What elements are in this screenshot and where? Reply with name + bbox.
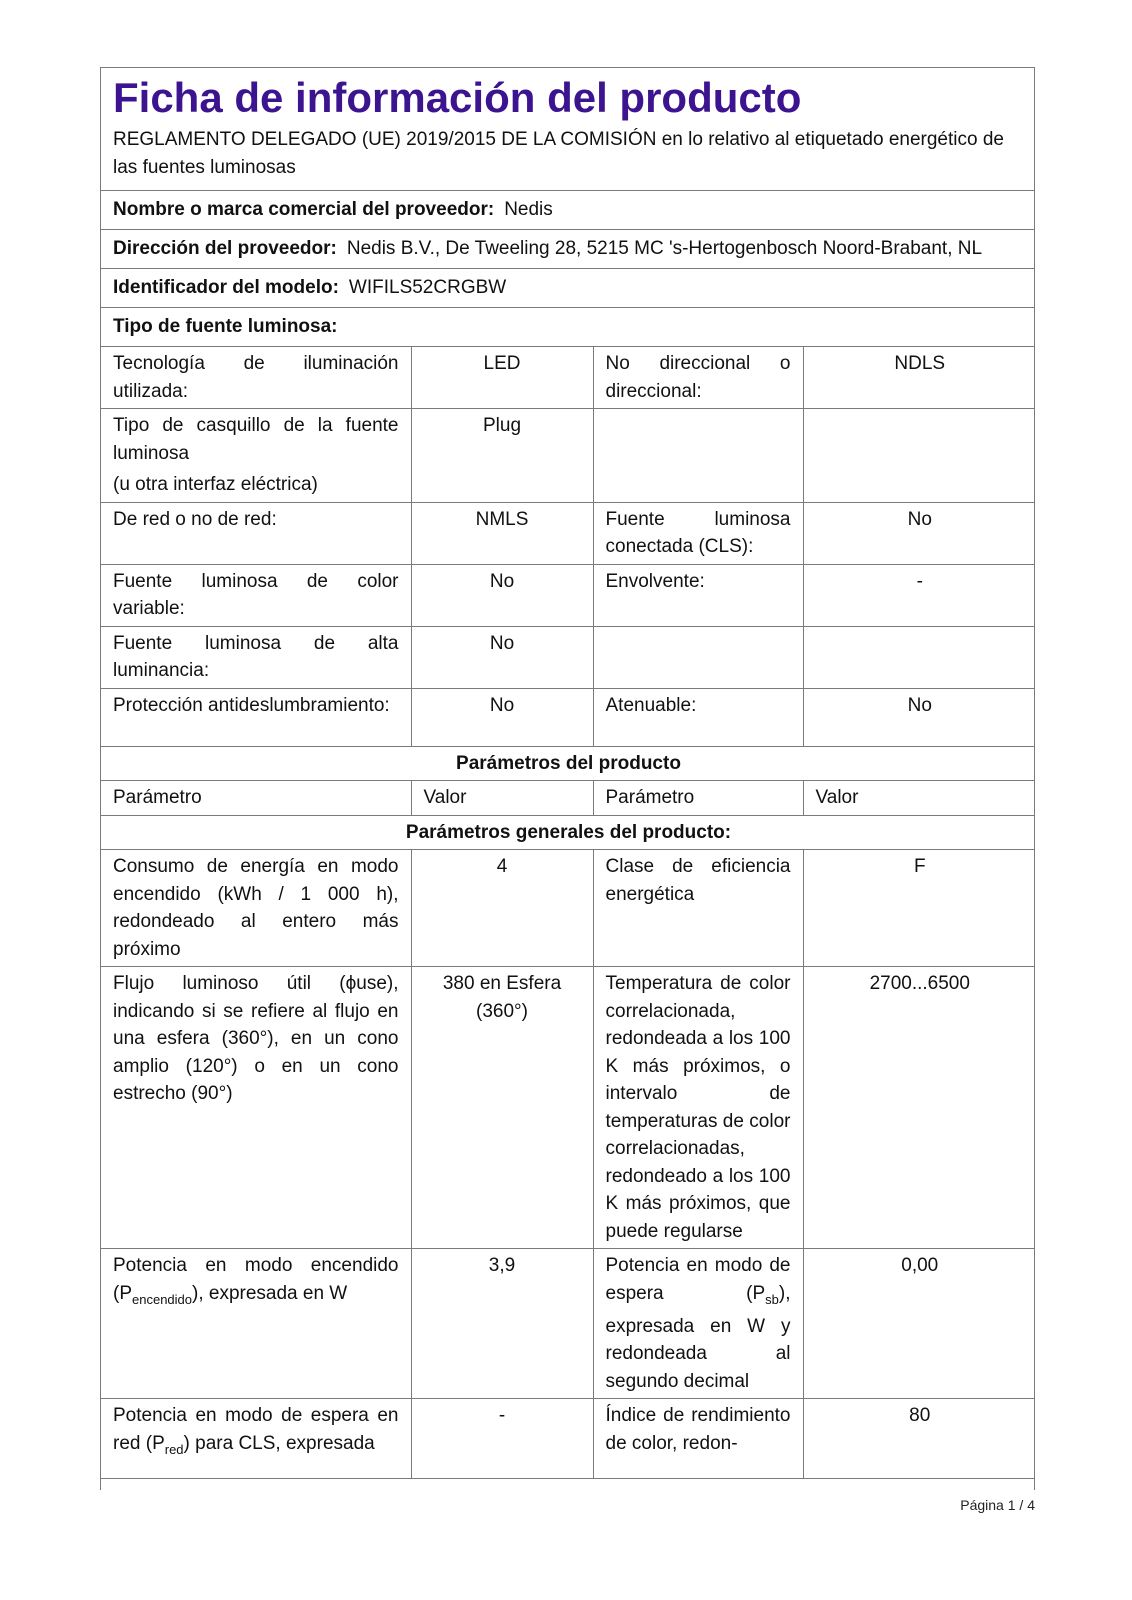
param-cell bbox=[101, 1399, 411, 1479]
table-row bbox=[101, 815, 1035, 850]
param-text-note: (u otra interfaz eléctrica) bbox=[113, 474, 318, 495]
param-text: ) para CLS, expresada bbox=[183, 1432, 375, 1454]
table-row bbox=[101, 688, 1035, 746]
param-cell: Fuente luminosa conectada (CLS): bbox=[593, 502, 803, 564]
section-heading: Parámetros del producto bbox=[101, 746, 1035, 781]
page-total: 4 bbox=[1027, 1497, 1035, 1513]
param-cell: Protección antideslumbramiento: bbox=[101, 688, 411, 746]
value-cell: No bbox=[411, 688, 593, 746]
param-cell: Envolvente: bbox=[593, 564, 803, 626]
param-cell bbox=[593, 409, 803, 503]
value-cell: LED bbox=[411, 347, 593, 409]
table-row bbox=[101, 781, 1035, 816]
param-text: ), expresada en W bbox=[192, 1282, 348, 1304]
value-cell: No bbox=[803, 502, 1035, 564]
param-cell: Temperatura de color correlacionada, redondeada a los 100 K más próximos, o intervalo de temperaturas de color correlacionadas, redondeado a los 100 K más próximos, que puede regularse bbox=[593, 967, 803, 1249]
address-label: Dirección del proveedor: bbox=[113, 238, 337, 259]
value-cell bbox=[803, 409, 1035, 503]
param-cell bbox=[101, 409, 411, 503]
param-cell: Consumo de energía en modo encendido (kWh / 1 000 h), redondeado al entero más próximo bbox=[101, 850, 411, 967]
param-cell: Flujo luminoso útil (ϕuse), indicando si se refiere al flujo en una esfera (360°), en un cono amplio (120°) o en un cono estrecho (90°) bbox=[101, 967, 411, 1249]
param-subscript: red bbox=[164, 1441, 184, 1457]
value-cell: 80 bbox=[803, 1399, 1035, 1479]
header-block bbox=[101, 68, 1034, 191]
product-info-sheet bbox=[100, 67, 1035, 1490]
column-header: Valor bbox=[803, 781, 1035, 816]
type-table bbox=[101, 347, 1035, 1479]
param-text: Potencia en modo de espera (P bbox=[605, 1255, 791, 1304]
value-cell: F bbox=[803, 850, 1035, 967]
value-cell: No bbox=[411, 564, 593, 626]
page-number: 1 bbox=[1007, 1497, 1016, 1513]
param-cell: Clase de eficiencia energética bbox=[593, 850, 803, 967]
param-cell bbox=[101, 1249, 411, 1399]
table-row bbox=[101, 850, 1035, 967]
table-row bbox=[101, 409, 1035, 503]
param-text: Tipo de casquillo de la fuente luminosa bbox=[113, 415, 399, 464]
value-cell: 380 en Esfera (360°) bbox=[411, 967, 593, 1249]
model-value: WIFILS52CRGBW bbox=[348, 277, 507, 298]
section-heading: Parámetros generales del producto: bbox=[101, 815, 1035, 850]
page-label: Página bbox=[960, 1497, 1004, 1513]
model-label: Identificador del modelo: bbox=[113, 277, 339, 298]
param-cell bbox=[593, 1249, 803, 1399]
param-text: Potencia en modo encendido (P bbox=[113, 1255, 399, 1304]
param-cell: Atenuable: bbox=[593, 688, 803, 746]
value-cell: - bbox=[411, 1399, 593, 1479]
regulation-subtitle: REGLAMENTO DELEGADO (UE) 2019/2015 DE LA COMISIÓN en lo relativo al etiquetado energético de las fuentes luminosas bbox=[113, 129, 1004, 178]
param-cell: Fuente luminosa de alta luminancia: bbox=[101, 626, 411, 688]
column-header: Parámetro bbox=[101, 781, 411, 816]
page-footer bbox=[960, 1497, 1035, 1513]
supplier-value: Nedis bbox=[504, 199, 553, 220]
table-row bbox=[101, 502, 1035, 564]
value-cell: 4 bbox=[411, 850, 593, 967]
value-cell: - bbox=[803, 564, 1035, 626]
table-row bbox=[101, 347, 1035, 409]
type-heading: Tipo de fuente luminosa: bbox=[113, 316, 338, 337]
param-cell bbox=[593, 626, 803, 688]
address-row bbox=[101, 230, 1034, 269]
param-cell: Tecnología de iluminación utilizada: bbox=[101, 347, 411, 409]
value-cell: No bbox=[411, 626, 593, 688]
supplier-row bbox=[101, 191, 1034, 230]
value-cell: NDLS bbox=[803, 347, 1035, 409]
param-cell: Fuente luminosa de color variable: bbox=[101, 564, 411, 626]
value-cell: 3,9 bbox=[411, 1249, 593, 1399]
value-cell: NMLS bbox=[411, 502, 593, 564]
param-subscript: sb bbox=[765, 1291, 779, 1307]
table-row bbox=[101, 746, 1035, 781]
model-row bbox=[101, 269, 1034, 308]
value-cell: 0,00 bbox=[803, 1249, 1035, 1399]
page-separator: / bbox=[1019, 1497, 1024, 1513]
table-row bbox=[101, 967, 1035, 1249]
param-cell: De red o no de red: bbox=[101, 502, 411, 564]
column-header: Valor bbox=[411, 781, 593, 816]
column-header: Parámetro bbox=[593, 781, 803, 816]
table-row bbox=[101, 1249, 1035, 1399]
param-cell: No direccional o direccional: bbox=[593, 347, 803, 409]
value-cell: Plug bbox=[411, 409, 593, 503]
table-row bbox=[101, 564, 1035, 626]
table-row bbox=[101, 1399, 1035, 1479]
param-subscript: encendido bbox=[132, 1291, 192, 1307]
value-cell bbox=[803, 626, 1035, 688]
page-title: Ficha de información del producto bbox=[113, 74, 802, 121]
type-heading-row bbox=[101, 308, 1034, 347]
param-text: Potencia en modo de espera en red (P bbox=[113, 1405, 399, 1454]
address-value: Nedis B.V., De Tweeling 28, 5215 MC 's-Hertogenbosch Noord-Brabant, NL bbox=[346, 238, 983, 259]
value-cell: No bbox=[803, 688, 1035, 746]
param-cell: Índice de rendimiento de color, redon- bbox=[593, 1399, 803, 1479]
table-row bbox=[101, 626, 1035, 688]
supplier-label: Nombre o marca comercial del proveedor: bbox=[113, 199, 495, 220]
param-text: ), expresada en W y redondeada al segundo decimal bbox=[605, 1282, 791, 1392]
value-cell: 2700...6500 bbox=[803, 967, 1035, 1249]
